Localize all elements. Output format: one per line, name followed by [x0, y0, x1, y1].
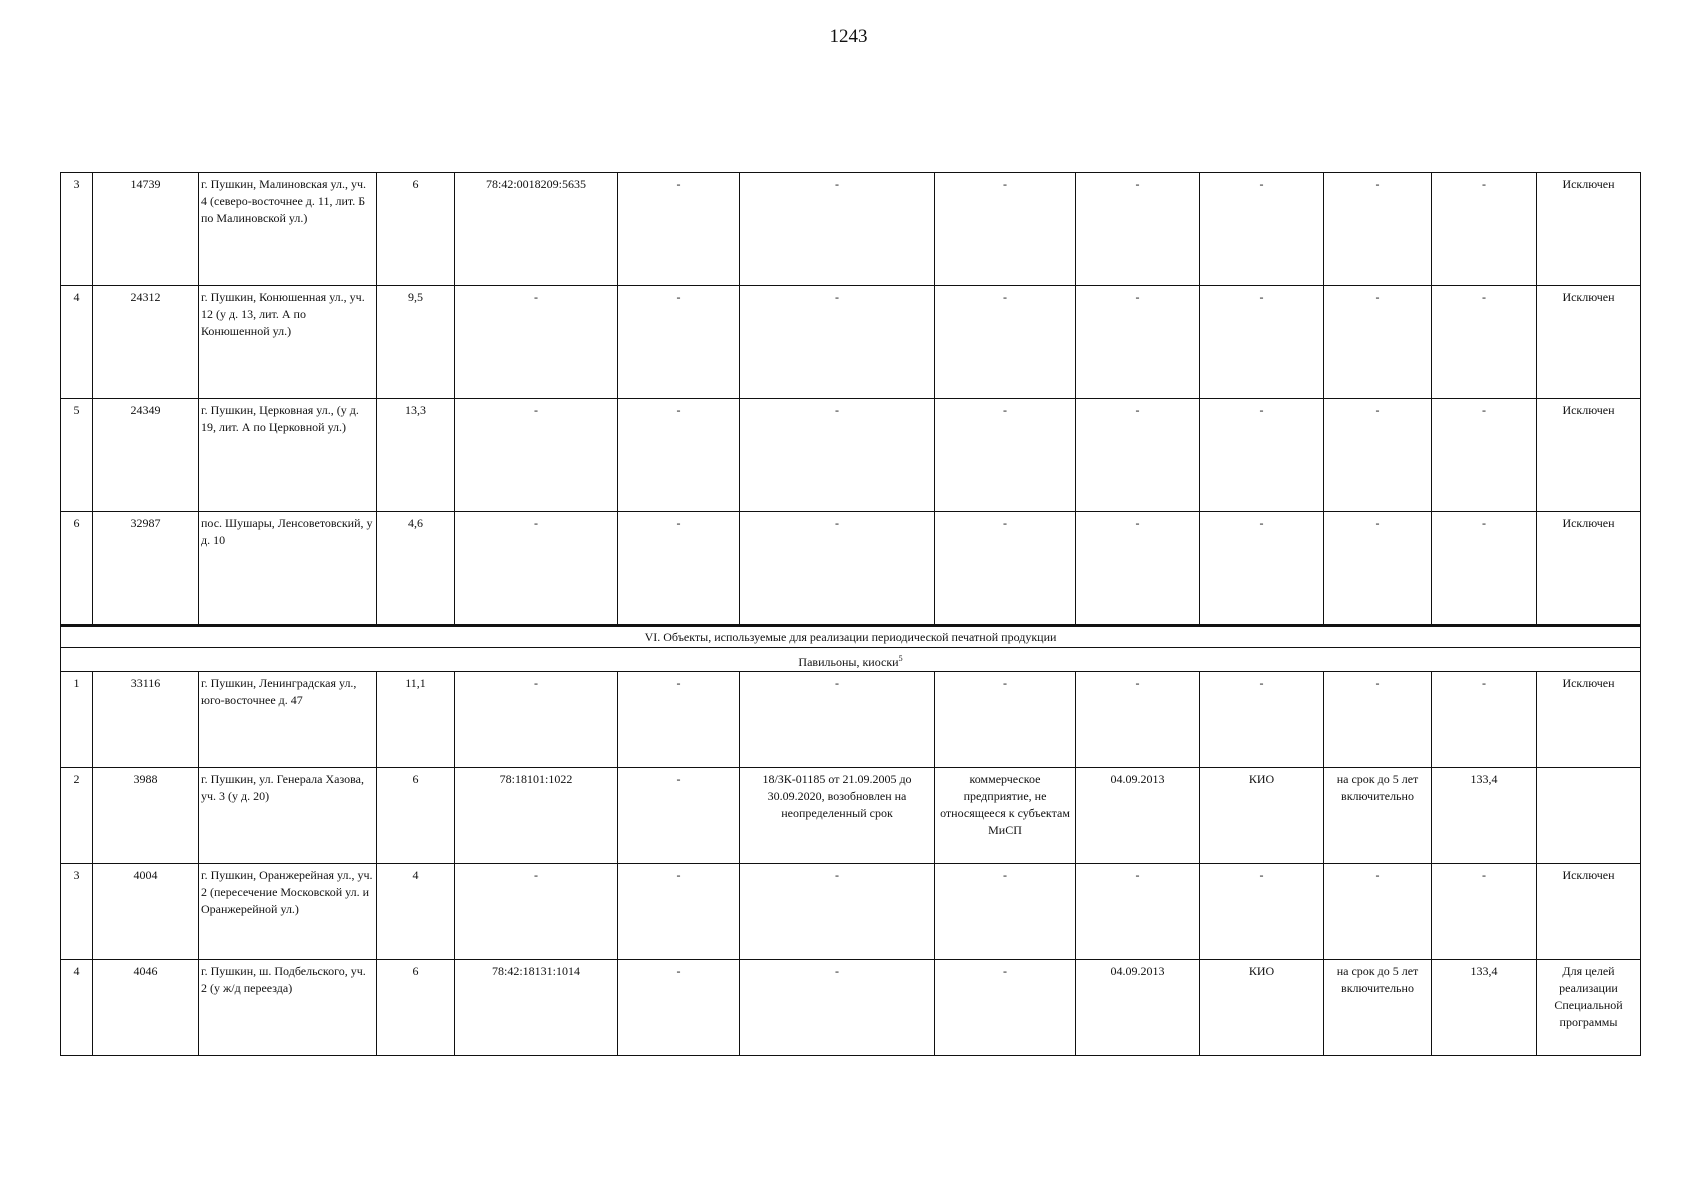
cell-date: - [1076, 672, 1200, 768]
subsection-footnote: 5 [898, 654, 903, 663]
cell-contract: - [740, 960, 935, 1056]
cell-cadastral-number: 78:42:18131:1014 [455, 960, 618, 1056]
cell-tenant-category: - [935, 173, 1076, 286]
cell-number: 6 [61, 512, 93, 626]
cell-column-6: - [618, 173, 740, 286]
cell-rate: 133,4 [1432, 960, 1537, 1056]
cell-date: - [1076, 399, 1200, 512]
cell-address: г. Пушкин, Малиновская ул., уч. 4 (северо-восточнее д. 11, лит. Б по Малиновской ул.) [199, 173, 377, 286]
cell-cadastral-number: - [455, 512, 618, 626]
cell-rate: - [1432, 399, 1537, 512]
cell-contract: - [740, 512, 935, 626]
cell-note: Исключен [1537, 286, 1641, 399]
cell-note: Исключен [1537, 672, 1641, 768]
table-section-header [61, 626, 1641, 672]
cell-column-6: - [618, 512, 740, 626]
cell-date: - [1076, 173, 1200, 286]
cell-organization: - [1200, 512, 1324, 626]
cell-number: 1 [61, 672, 93, 768]
table-row [61, 399, 1641, 512]
cell-term: - [1324, 512, 1432, 626]
cell-address: г. Пушкин, Конюшенная ул., уч. 12 (у д. 13, лит. А по Конюшенной ул.) [199, 286, 377, 399]
cell-number: 3 [61, 864, 93, 960]
cell-tenant-category: - [935, 672, 1076, 768]
cell-rate: - [1432, 173, 1537, 286]
cell-area: 4,6 [377, 512, 455, 626]
cell-column-6: - [618, 960, 740, 1056]
cell-number: 2 [61, 768, 93, 864]
cell-address: г. Пушкин, Церковная ул., (у д. 19, лит. А по Церковной ул.) [199, 399, 377, 512]
registry-table [60, 172, 1641, 1056]
cell-cadastral-number: - [455, 399, 618, 512]
cell-address: г. Пушкин, ш. Подбельского, уч. 2 (у ж/д переезда) [199, 960, 377, 1056]
cell-cadastral-number: - [455, 672, 618, 768]
cell-object-id: 24349 [93, 399, 199, 512]
cell-object-id: 4004 [93, 864, 199, 960]
cell-term: - [1324, 672, 1432, 768]
cell-organization: - [1200, 672, 1324, 768]
cell-object-id: 3988 [93, 768, 199, 864]
cell-note: Для целей реализации Специальной программы [1537, 960, 1641, 1056]
cell-rate: - [1432, 864, 1537, 960]
cell-date: - [1076, 286, 1200, 399]
cell-contract: - [740, 286, 935, 399]
cell-organization: - [1200, 864, 1324, 960]
table-row [61, 768, 1641, 864]
table-row [61, 672, 1641, 768]
cell-address: г. Пушкин, Оранжерейная ул., уч. 2 (пересечение Московской ул. и Оранжерейной ул.) [199, 864, 377, 960]
page-number: 1243 [829, 26, 868, 47]
cell-contract: 18/ЗК-01185 от 21.09.2005 до 30.09.2020, возобновлен на неопределенный срок [740, 768, 935, 864]
cell-column-6: - [618, 864, 740, 960]
cell-column-6: - [618, 286, 740, 399]
cell-column-6: - [618, 672, 740, 768]
cell-number: 5 [61, 399, 93, 512]
cell-organization: - [1200, 399, 1324, 512]
cell-contract: - [740, 173, 935, 286]
cell-object-id: 32987 [93, 512, 199, 626]
subsection-cell [61, 648, 1641, 672]
cell-term: - [1324, 286, 1432, 399]
cell-contract: - [740, 672, 935, 768]
cell-object-id: 24312 [93, 286, 199, 399]
cell-rate: - [1432, 286, 1537, 399]
cell-term: - [1324, 864, 1432, 960]
cell-area: 13,3 [377, 399, 455, 512]
cell-contract: - [740, 864, 935, 960]
cell-area: 6 [377, 173, 455, 286]
cell-area: 6 [377, 768, 455, 864]
cell-term: на срок до 5 лет включительно [1324, 768, 1432, 864]
cell-organization: КИО [1200, 960, 1324, 1056]
section-row [61, 626, 1641, 648]
cell-column-6: - [618, 399, 740, 512]
subsection-title: Павильоны, киоски [798, 655, 899, 669]
cell-tenant-category: - [935, 864, 1076, 960]
cell-cadastral-number: - [455, 864, 618, 960]
cell-note [1537, 768, 1641, 864]
cell-object-id: 14739 [93, 173, 199, 286]
cell-rate: - [1432, 672, 1537, 768]
cell-cadastral-number: 78:18101:1022 [455, 768, 618, 864]
table-row [61, 286, 1641, 399]
cell-note: Исключен [1537, 399, 1641, 512]
cell-address: г. Пушкин, ул. Генерала Хазова, уч. 3 (у д. 20) [199, 768, 377, 864]
cell-date: - [1076, 864, 1200, 960]
cell-area: 9,5 [377, 286, 455, 399]
cell-date: 04.09.2013 [1076, 768, 1200, 864]
table-row [61, 173, 1641, 286]
table-row [61, 864, 1641, 960]
cell-tenant-category: коммерческое предприятие, не относящееся к субъектам МиСП [935, 768, 1076, 864]
cell-object-id: 4046 [93, 960, 199, 1056]
cell-area: 11,1 [377, 672, 455, 768]
cell-tenant-category: - [935, 960, 1076, 1056]
cell-number: 4 [61, 286, 93, 399]
cell-term: - [1324, 399, 1432, 512]
cell-tenant-category: - [935, 286, 1076, 399]
cell-note: Исключен [1537, 512, 1641, 626]
cell-cadastral-number: 78:42:0018209:5635 [455, 173, 618, 286]
cell-tenant-category: - [935, 512, 1076, 626]
cell-tenant-category: - [935, 399, 1076, 512]
cell-date: 04.09.2013 [1076, 960, 1200, 1056]
cell-number: 3 [61, 173, 93, 286]
cell-column-6: - [618, 768, 740, 864]
section-title: VI. Объекты, используемые для реализации периодической печатной продукции [61, 626, 1641, 648]
cell-contract: - [740, 399, 935, 512]
cell-organization: - [1200, 286, 1324, 399]
cell-rate: 133,4 [1432, 768, 1537, 864]
cell-area: 6 [377, 960, 455, 1056]
cell-address: г. Пушкин, Ленинградская ул., юго-восточнее д. 47 [199, 672, 377, 768]
cell-organization: - [1200, 173, 1324, 286]
cell-address: пос. Шушары, Ленсоветовский, у д. 10 [199, 512, 377, 626]
cell-note: Исключен [1537, 173, 1641, 286]
cell-term: на срок до 5 лет включительно [1324, 960, 1432, 1056]
cell-rate: - [1432, 512, 1537, 626]
cell-area: 4 [377, 864, 455, 960]
table-body-after [61, 672, 1641, 1056]
cell-object-id: 33116 [93, 672, 199, 768]
table-row [61, 512, 1641, 626]
cell-date: - [1076, 512, 1200, 626]
subsection-row [61, 648, 1641, 672]
table-body-before [61, 173, 1641, 626]
cell-number: 4 [61, 960, 93, 1056]
cell-term: - [1324, 173, 1432, 286]
cell-organization: КИО [1200, 768, 1324, 864]
table-row [61, 960, 1641, 1056]
cell-cadastral-number: - [455, 286, 618, 399]
cell-note: Исключен [1537, 864, 1641, 960]
